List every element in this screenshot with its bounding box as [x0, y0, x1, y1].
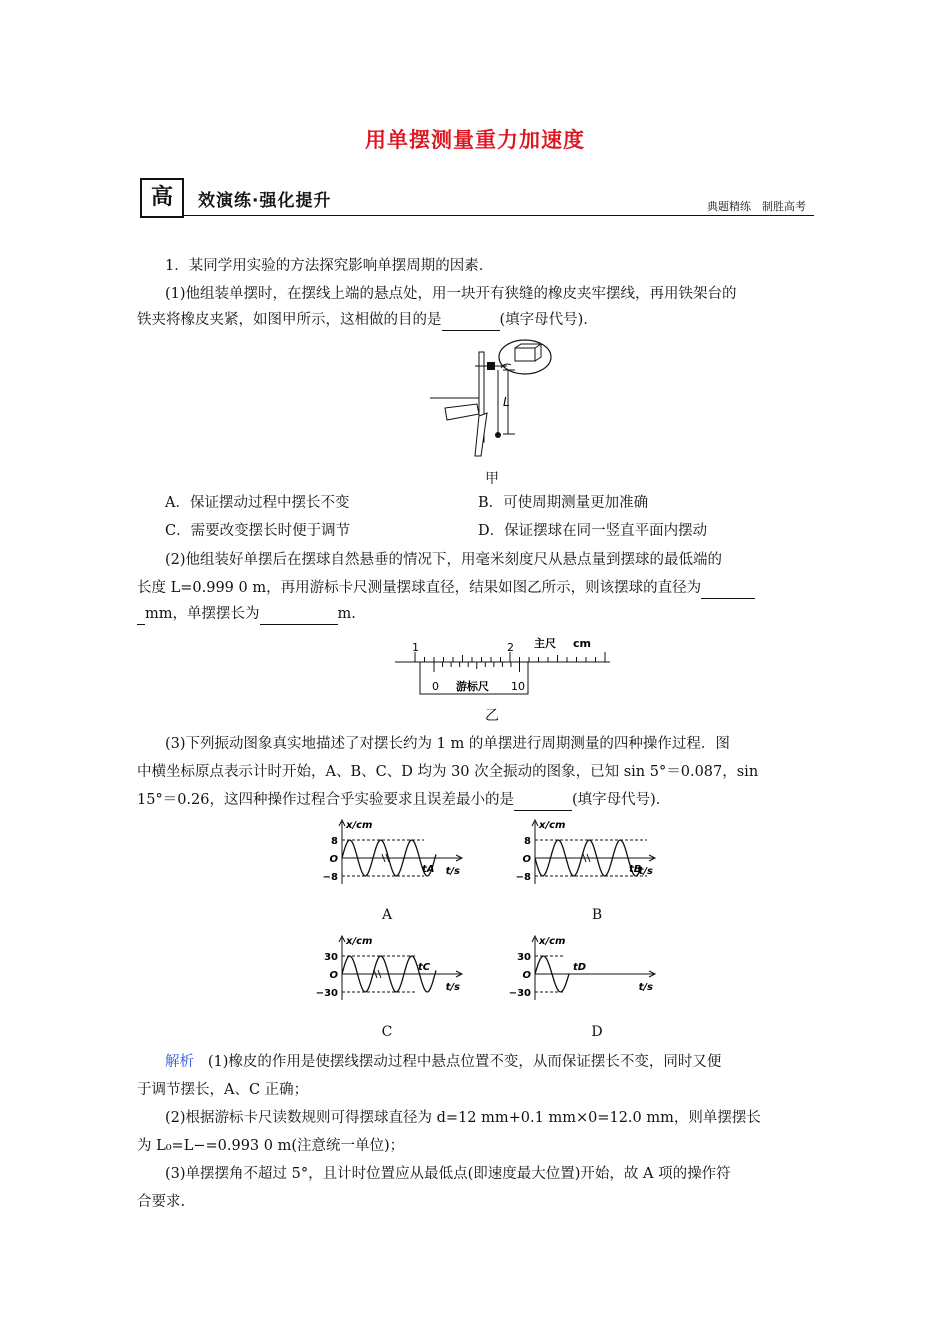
caption-c: C: [381, 1024, 393, 1040]
y-max-label: 8: [524, 836, 531, 847]
option-c: C．需要改变摆长时便于调节: [165, 523, 351, 539]
y-label: x/cm: [346, 936, 373, 947]
main-unit: cm: [573, 637, 591, 650]
y-label: x/cm: [346, 820, 373, 831]
banner-heading: 效演练·强化提升: [198, 191, 332, 211]
pendulum-figure: [415, 338, 575, 473]
part2-line1: (2)他组装好单摆后在摆球自然悬垂的情况下，用毫米刻度尺从悬点量到摆球的最低端的: [165, 552, 723, 568]
y-max-label: 30: [324, 952, 338, 963]
graph-a: [312, 818, 472, 890]
graph-d: [505, 934, 665, 1006]
answer-blank-2a[interactable]: [701, 578, 755, 599]
analysis-1-line1: [165, 1052, 721, 1072]
part2-line3: [137, 604, 356, 625]
caption-d: D: [591, 1024, 603, 1040]
t-mark-label: tB: [629, 864, 642, 875]
part3-line2: 中横坐标原点表示计时开始，A、B、C、D 均为 30 次全振动的图象，已知 sin 5°＝0.087，sin: [137, 764, 759, 780]
option-a: A．保证摆动过程中摆长不变: [165, 495, 350, 511]
x-label: t/s: [445, 866, 460, 877]
x-label: t/s: [445, 982, 460, 993]
page-title: 用单摆测量重力加速度: [365, 128, 585, 152]
vernier-caliper-figure: [390, 638, 620, 698]
y-max-label: 8: [331, 836, 338, 847]
part2-line2: [137, 578, 755, 599]
y-min-label: −30: [508, 988, 531, 999]
graph-c: [312, 934, 472, 1006]
analysis-label: 解析: [165, 1054, 194, 1070]
y-min-label: −8: [322, 872, 338, 883]
analysis-1-text: (1)橡皮的作用是使摆线摆动过程中悬点位置不变，从而保证摆长不变，同时又便: [207, 1054, 722, 1070]
figure-jia-caption: 甲: [485, 471, 499, 487]
vernier-label: 游标尺: [456, 680, 489, 693]
analysis-1-line2: 于调节摆长，A、C 正确；: [137, 1082, 309, 1098]
part1-line1: (1)他组装单摆时，在摆线上端的悬点处，用一块开有狭缝的橡皮夹牢摆线，再用铁架台的: [165, 286, 737, 302]
banner-rule: [184, 215, 814, 216]
origin-label: O: [522, 854, 531, 865]
y-label: x/cm: [539, 820, 566, 831]
y-max-label: 30: [517, 952, 531, 963]
graph-b: [505, 818, 665, 890]
x-label: t/s: [638, 866, 653, 877]
main-2: 2: [507, 641, 514, 654]
main-label: 主尺: [534, 637, 556, 650]
label-L: L: [503, 395, 510, 409]
option-b: B．可使周期测量更加准确: [478, 495, 649, 511]
t-mark-label: tC: [418, 962, 431, 973]
part1-line2: [137, 310, 598, 331]
vernier-10: 10: [511, 680, 525, 693]
part2-unit: m.: [337, 606, 356, 622]
vernier-0: 0: [432, 680, 439, 693]
analysis-3-line1: (3)单摆摆角不超过 5°，且计时位置应从最低点(即速度最大位置)开始，故 A 项的操作符: [165, 1166, 731, 1182]
origin-label: O: [522, 970, 531, 981]
y-label: x/cm: [539, 936, 566, 947]
t-mark-label: tD: [573, 962, 587, 973]
caption-b: B: [591, 907, 603, 923]
part3-text: 15°＝0.26，这四种操作过程合乎实验要求且误差最小的是: [137, 792, 514, 808]
banner-mark: 高: [140, 178, 184, 218]
part3-line3: [137, 790, 670, 811]
main-1: 1: [412, 641, 419, 654]
origin-label: O: [329, 970, 338, 981]
banner-tag: 典题精练 制胜高考: [707, 200, 806, 213]
part2-text: 长度 L=0.999 0 m，再用游标卡尺测量摆球直径，结果如图乙所示，则该摆球的直径为: [137, 580, 702, 596]
analysis-2-line1: (2)根据游标卡尺读数规则可得摆球直径为 d=12 mm+0.1 mm×0=12.0 mm，则单摆摆长: [165, 1110, 761, 1126]
vernier-scale-ticks: [434, 662, 520, 672]
part1-text: 铁夹将橡皮夹紧，如图甲所示，这相做的目的是: [137, 312, 442, 328]
part3-suffix: (填字母代号)．: [571, 792, 671, 808]
part3-line1: (3)下列振动图象真实地描述了对摆长约为 1 m 的单摆进行周期测量的四种操作过程．图: [165, 736, 730, 752]
y-min-label: −30: [315, 988, 338, 999]
question-stem: 1．某同学用实验的方法探究影响单摆周期的因素．: [165, 258, 494, 274]
t-mark-label: tA: [422, 864, 435, 875]
origin-label: O: [329, 854, 338, 865]
figure-yi-caption: 乙: [485, 708, 499, 724]
analysis-2-line2: 为 L₀=L−=0.993 0 m(注意统一单位)；: [137, 1138, 405, 1154]
part1-suffix: (填字母代号)．: [499, 312, 598, 328]
answer-blank-1[interactable]: [442, 310, 500, 331]
section-banner: [140, 178, 814, 220]
x-label: t/s: [638, 982, 653, 993]
answer-blank-2b[interactable]: [260, 604, 338, 625]
part2-text-b: mm，单摆摆长为: [145, 606, 260, 622]
option-d: D．保证摆球在同一竖直平面内摆动: [478, 523, 708, 539]
caption-a: A: [381, 907, 393, 923]
answer-blank-3[interactable]: [514, 790, 572, 811]
y-min-label: −8: [515, 872, 531, 883]
analysis-3-line2: 合要求.: [137, 1194, 186, 1210]
